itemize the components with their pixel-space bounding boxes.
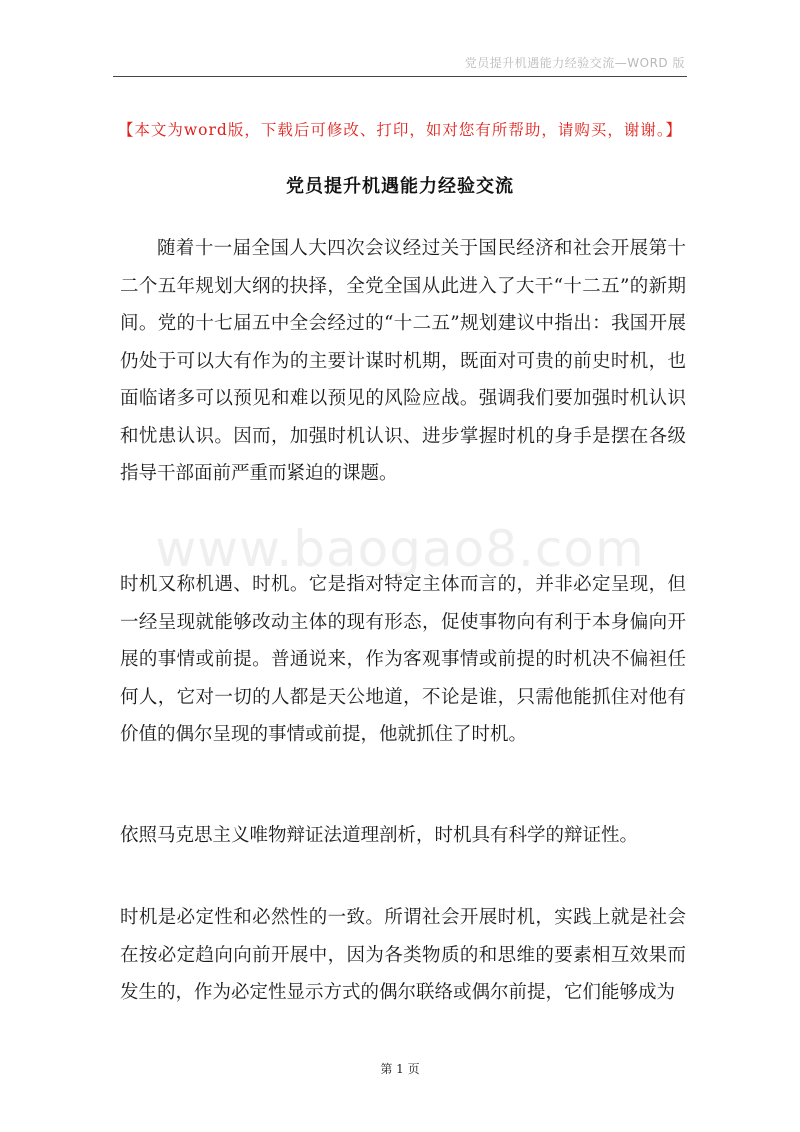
header-divider: [113, 76, 687, 77]
watermark-text: www.baogao8.com: [155, 520, 645, 578]
paragraph-4: 时机是必定性和必然性的一致。所谓社会开展时机，实践上就是社会在按必定趋向向前开展中，因为各类物质的和思维的要素相互效果而发生的，作为必定性显示方式的偶尔联络或偶尔前提，它们能够成为: [120, 907, 686, 1003]
purchase-notice: 【本文为word版，下载后可修改、打印，如对您有所帮助，请购买，谢谢。】: [117, 121, 683, 139]
page-number: 第 1 页: [380, 1062, 420, 1076]
paragraph-2: 时机又称机遇、时机。它是指对特定主体而言的，并非必定呈现，但一经呈现就能够改动主体的现有形态，促使事物向有利于本身偏向开展的事情或前提。普通说来，作为客观事情或前提的时机决不偏袒任何人，它对一切的人都是天公地道，不论是谁，只需他能抓住对他有价值的偶尔呈现的事情或前提，他就抓住了时机。: [120, 574, 686, 745]
document-title: 党员提升机遇能力经验交流: [286, 176, 514, 197]
running-header: 党员提升机遇能力经验交流—WORD 版: [464, 56, 685, 70]
paragraph-1: 随着十一届全国人大四次会议经过关于国民经济和社会开展第十二个五年规划大纲的抉择，全党全国从此进入了大干“十二五”的新期间。党的十七届五中全会经过的“十二五”规划建议中指出：我国开展仍处于可以大有作为的主要计谋时机期，既面对可贵的前史时机，也面临诸多可以预见和难以预见的风险应战。强调我们要加强时机认识和忧患认识。因而，加强时机认识、进步掌握时机的身手是摆在各级指导干部面前严重而紧迫的课题。: [120, 238, 686, 484]
paragraph-3: 依照马克思主义唯物辩证法道理剖析，时机具有科学的辩证性。: [120, 825, 639, 846]
